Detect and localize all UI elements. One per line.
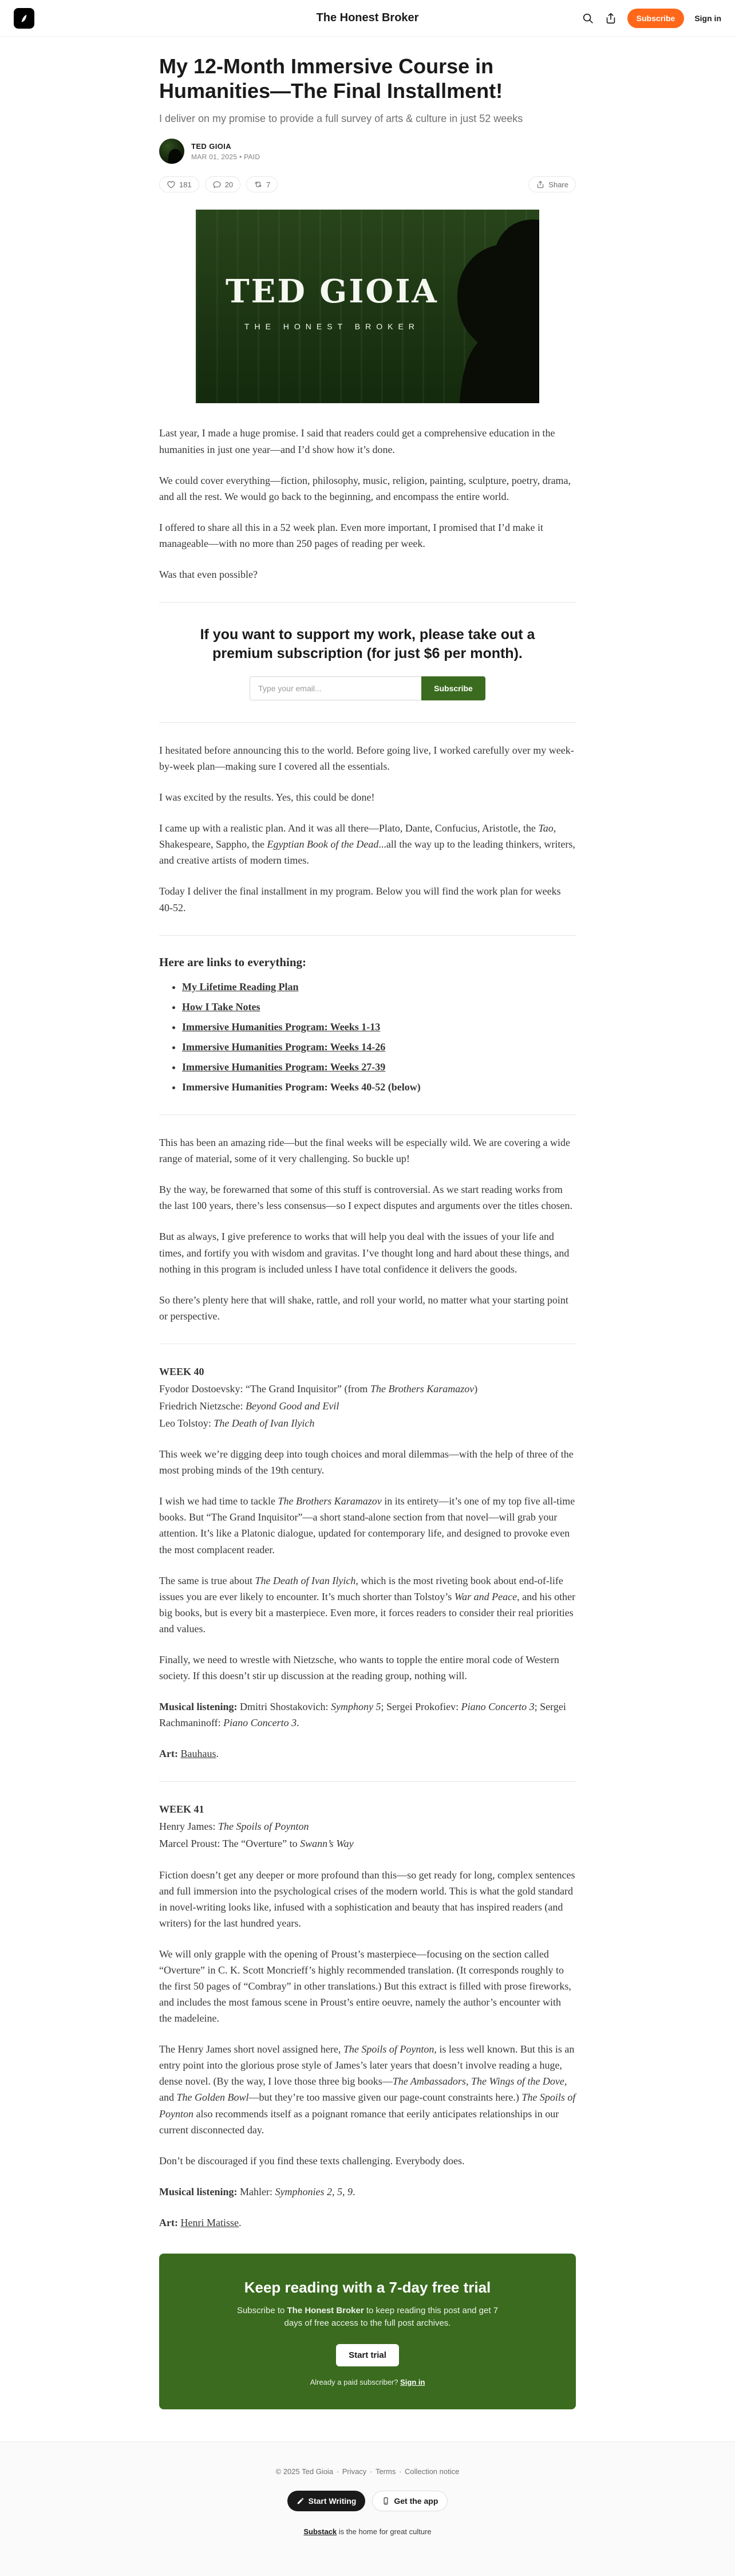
share-icon[interactable] [604, 12, 617, 25]
paragraph: I came up with a realistic plan. And it was all there—Plato, Dante, Confucius, Aristotle, the Tao, Shakespeare, Sappho, the Egyptian Book of the Dead...all the way up to the leading thinkers, writers, and creative artists of modern times. [159, 822, 575, 866]
author-name[interactable]: TED GIOIA [191, 141, 232, 151]
hero-publication-name: THE HONEST BROKER [244, 322, 420, 332]
list-item [182, 1079, 576, 1095]
list-item [182, 1059, 576, 1075]
paywall-box [159, 2254, 576, 2409]
link-weeks-14-26[interactable]: Immersive Humanities Program: Weeks 14-26 [182, 1041, 386, 1053]
header-actions [582, 9, 721, 28]
byline [159, 139, 576, 164]
paywall-signin-link[interactable]: Sign in [400, 2377, 425, 2386]
engagement-bar [159, 176, 576, 192]
section-divider [159, 1114, 576, 1115]
start-writing-button[interactable]: Start Writing [287, 2491, 366, 2511]
list-item [182, 1039, 576, 1055]
footer-meta: © 2025 Ted Gioia ∙ Privacy ∙ Terms ∙ Collection notice [275, 2467, 460, 2476]
paywall-signin-line: Already a paid subscriber? Sign in [310, 2377, 425, 2386]
heart-icon [167, 180, 176, 189]
search-icon[interactable] [582, 12, 594, 25]
list-item [182, 1019, 576, 1035]
paywall-heading: Keep reading with a 7-day free trial [244, 2278, 491, 2296]
phone-icon [382, 2497, 390, 2505]
comment-count: 20 [224, 180, 234, 189]
site-header [0, 0, 735, 37]
byline-text [191, 142, 260, 161]
week-label: WEEK 40 [159, 1365, 204, 1377]
section-divider [159, 935, 576, 936]
musical-listening-line: Musical listening: Mahler: Symphonies 2, 5, 9. [159, 2185, 355, 2197]
section-divider [159, 722, 576, 723]
terms-link[interactable]: Terms [375, 2467, 396, 2476]
paragraph: Today I deliver the final installment in my program. Below you will find the work plan for weeks 40-52. [159, 885, 561, 913]
week-41-section [159, 1801, 576, 2231]
paragraph: Was that even possible? [159, 568, 258, 580]
paragraph: By the way, be forewarned that some of this stuff is controversial. As we start reading works from the last 100 years, there’s less consensus—so I expect disputes and arguments over the titles chosen. [159, 1184, 573, 1212]
hero-text [226, 273, 438, 331]
link-bauhaus[interactable]: Bauhaus [180, 1748, 216, 1760]
restack-button[interactable] [246, 176, 278, 192]
reading-item: Fyodor Dostoevsky: “The Grand Inquisitor” (from The Brothers Karamazov) [159, 1382, 478, 1395]
get-app-button[interactable]: Get the app [372, 2491, 448, 2511]
email-input[interactable] [250, 676, 421, 700]
share-post-button[interactable] [528, 176, 576, 192]
reading-item: Friedrich Nietzsche: Beyond Good and Evil [159, 1400, 339, 1412]
footer-buttons [0, 2491, 735, 2511]
subscribe-submit-button[interactable]: Subscribe [421, 676, 485, 700]
logo-glyph-icon [18, 13, 30, 24]
paragraph: I wish we had time to tackle The Brothers Karamazov in its entirety—it’s one of my top five all-time books. But “The Grand Inquisitor”—a short stand-alone section from that novel—will grab your attention. It’s like a Platonic dialogue, updated for contemporary life, and designed to provoke even the most complacent reader. [159, 1495, 575, 1555]
paragraph: I was excited by the results. Yes, this could be done! [159, 791, 375, 803]
site-footer [0, 2441, 735, 2576]
links-list [159, 979, 576, 1095]
privacy-link[interactable]: Privacy [342, 2467, 367, 2476]
post-date: MAR 01, 2025 • PAID [191, 152, 260, 161]
hero-author-name: TED GIOIA [226, 273, 438, 311]
substack-link[interactable]: Substack [303, 2527, 337, 2536]
support-box [159, 622, 576, 703]
comment-icon [212, 180, 222, 189]
reading-item: Marcel Proust: The “Overture” to Swann’s Way [159, 1838, 354, 1850]
paragraph: We will only grapple with the opening of Proust’s masterpiece—focusing on the section called “Overture” in C. K. Scott Moncrieff’s highly recommended translation. (It corresponds roughly to the first 50 pages of “Combray” in other translations.) But this extract is filled with prose fireworks, and includes the most famous scene in Proust’s entire oeuvre, namely the author’s encounter with the madeleine. [159, 1948, 571, 2024]
link-weeks-27-39[interactable]: Immersive Humanities Program: Weeks 27-39 [182, 1061, 386, 1073]
link-henri-matisse[interactable]: Henri Matisse [180, 2216, 239, 2228]
reading-item: Leo Tolstoy: The Death of Ivan Ilyich [159, 1417, 315, 1429]
article-container [159, 37, 576, 2409]
like-count: 181 [179, 180, 192, 189]
like-button[interactable] [159, 176, 199, 192]
link-how-i-take-notes[interactable]: How I Take Notes [182, 1001, 260, 1013]
support-heading: If you want to support my work, please take out a premium subscription (for just $6 per month). [200, 627, 535, 661]
share-arrow-icon [536, 180, 545, 189]
links-heading: Here are links to everything: [159, 955, 307, 969]
paragraph: This has been an amazing ride—but the final weeks will be especially wild. We are covering a wide range of material, some of it very challenging. So buckle up! [159, 1137, 570, 1165]
link-lifetime-reading-plan[interactable]: My Lifetime Reading Plan [182, 980, 299, 992]
article-body [159, 425, 576, 2230]
hero-image [196, 210, 539, 403]
section-divider [159, 1781, 576, 1782]
copyright: © 2025 Ted Gioia [275, 2467, 334, 2476]
publication-title: The Honest Broker [316, 11, 419, 24]
list-item [182, 979, 576, 995]
post-subtitle: I deliver on my promise to provide a full survey of arts & culture in just 52 weeks [159, 113, 523, 125]
author-avatar[interactable] [159, 139, 184, 164]
post-title: My 12-Month Immersive Course in Humanities—The Final Installment! [159, 54, 503, 103]
link-weeks-1-13[interactable]: Immersive Humanities Program: Weeks 1-13 [182, 1021, 381, 1033]
weeks-40-52-label: Immersive Humanities Program: Weeks 40-52 (below) [182, 1081, 421, 1093]
paywall-body: Subscribe to The Honest Broker to keep reading this post and get 7 days of free access to the full post archives. [236, 2305, 499, 2329]
list-item [182, 999, 576, 1015]
restack-icon [254, 180, 263, 189]
header-subscribe-button[interactable]: Subscribe [627, 9, 685, 28]
paragraph: Don’t be discouraged if you find these texts challenging. Everybody does. [159, 2154, 465, 2167]
art-line: Art: Henri Matisse. [159, 2216, 242, 2228]
paragraph: I hesitated before announcing this to the world. Before going live, I worked carefully over my week-by-week plan—making sure I covered all the essentials. [159, 745, 574, 773]
paragraph: Fiction doesn’t get any deeper or more profound than this—so get ready for long, complex sentences and full immersion into the psychological crises of the modern world. This is what the gold standard in novel-writing looks like, infused with a sophistication and beauty that has inspired readers (and writers) for the last hundred years. [159, 1869, 575, 1929]
collection-notice-link[interactable]: Collection notice [404, 2467, 460, 2476]
paragraph: Finally, we need to wrestle with Nietzsche, who wants to topple the entire moral code of Western society. If this doesn’t stir up discussion at the reading group, nothing will. [159, 1653, 559, 1681]
week-40-section [159, 1364, 576, 1762]
reading-item: Henry James: The Spoils of Poynton [159, 1821, 309, 1833]
paragraph: I offered to share all this in a 52 week plan. Even more important, I promised that I’d make it manageable—with no more than 250 pages of reading per week. [159, 521, 543, 549]
start-trial-button[interactable]: Start trial [336, 2344, 399, 2366]
paragraph: So there’s plenty here that will shake, rattle, and roll your world, no matter what your starting point or perspective. [159, 1294, 568, 1322]
paragraph: The Henry James short novel assigned here, The Spoils of Poynton, is less well known. But this is an entry point into the glorious prose style of James’s later years that doesn’t involve reading a huge, dense novel. (By the way, I love those three big books—The Ambassadors, The Wings of the Dove, and The Golden Bowl—but they’re too massive given our page-count constraints here.) The Spoils of Poynton also recommends itself as a poignant romance that eerily anticipates relationships in our current disconnected day. [159, 2043, 576, 2136]
pencil-icon [297, 2497, 305, 2505]
comment-button[interactable] [205, 176, 240, 192]
footer-tagline: Substack is the home for great culture [303, 2527, 432, 2536]
header-signin-link[interactable]: Sign in [694, 13, 721, 23]
paragraph: Last year, I made a huge promise. I said that readers could get a comprehensive education in the humanities in just one year—and I’d show how it’s done. [159, 427, 555, 455]
musical-listening-line: Musical listening: Dmitri Shostakovich: Symphony 5; Sergei Prokofiev: Piano Concerto 3; Sergei Rachmaninoff: Piano Concerto 3. [159, 1701, 566, 1729]
email-capture-form [159, 676, 576, 700]
paragraph: The same is true about The Death of Ivan Ilyich, which is the most riveting book about end-of-life issues you are ever likely to encounter. It’s much shorter than Tolstoy’s War and Peace, and his other big books, but is every bit a masterpiece. Even more, it forces readers to consider their real priorities and values. [159, 1574, 576, 1634]
restack-count: 7 [266, 180, 271, 189]
share-label: Share [548, 180, 568, 189]
paragraph: This week we’re digging deep into tough choices and moral dilemmas—with the help of three of the most probing minds of the 19th century. [159, 1448, 574, 1476]
paragraph: But as always, I give preference to works that will help you deal with the issues of your life and times, and fortify you with wisdom and gravitas. I’ve thought long and hard about these things, and nothing in this program is included unless I have total confidence it delivers the goods. [159, 1231, 570, 1275]
paragraph: We could cover everything—fiction, philosophy, music, religion, painting, sculpture, poetry, drama, and all the rest. We would go back to the beginning, and encompass the entire world. [159, 474, 571, 502]
week-label: WEEK 41 [159, 1803, 204, 1815]
art-line: Art: Bauhaus. [159, 1748, 219, 1760]
publication-logo[interactable] [14, 8, 34, 29]
